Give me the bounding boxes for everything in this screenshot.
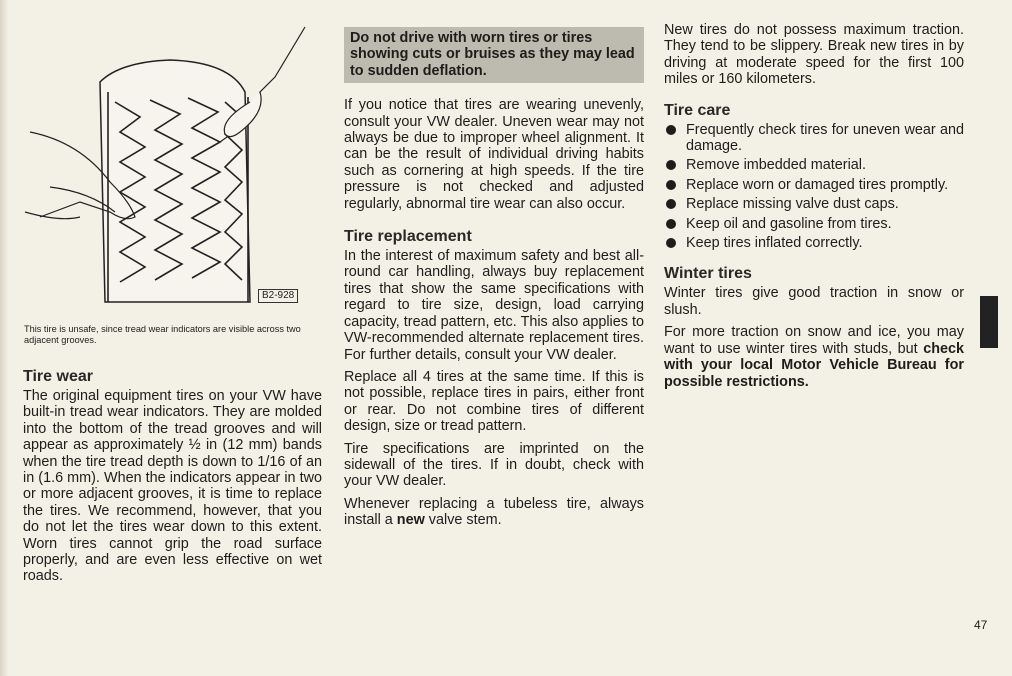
list-item: Keep tires inflated correctly. xyxy=(664,235,964,251)
list-item: Replace worn or damaged tires promptly. xyxy=(664,177,964,193)
bullet-icon xyxy=(666,219,676,229)
tire-wear-heading: Tire wear xyxy=(23,368,93,385)
winter-paragraph-1: Winter tires give good traction in snow or slush. xyxy=(664,285,964,318)
tire-wear-body: The original equipment tires on your VW have built-in tread wear indicators. They are molded into the bottom of the tread grooves and will appear as approximately ½ in (12 mm) bands when the tire tread depth is down to 1/16 of an in (1.6 mm). When the indicators appear in two or more adjacent grooves, it is time to replace the tires. We recommend, however, that you do not let the tires wear down to this extent. Worn tires cannot grip the road surface properly, and are even less effective on wet roads. xyxy=(23,388,322,585)
valve-stem-bold: new xyxy=(396,512,425,529)
tire-care-heading: Tire care xyxy=(664,101,731,119)
specifications-paragraph: Tire specifications are imprinted on the sidewall of the tires. If in doubt, check with your VW dealer. xyxy=(344,440,644,490)
section-tab-marker xyxy=(980,296,998,348)
tire-care-list xyxy=(664,122,964,252)
winter-text: For more traction on snow and ice, you may want to use winter tires with studs, but xyxy=(664,324,964,357)
bullet-icon xyxy=(666,180,676,190)
winter-paragraph-2 xyxy=(664,324,964,390)
tire-replacement-heading: Tire replacement xyxy=(344,228,472,246)
bullet-icon xyxy=(666,238,676,248)
replacement-paragraph: In the interest of maximum safety and best all-round car handling, always buy replacement tires that show the same specifications with regard to tire size, design, load carrying capacity, tread pattern, etc. This also applies to VW-recommended alternate replacement tires. For further details, consult your VW dealer. xyxy=(344,248,644,363)
winter-tires-heading: Winter tires xyxy=(664,265,752,283)
valve-stem-end: valve stem. xyxy=(424,512,502,529)
right-column xyxy=(664,22,964,396)
list-item: Frequently check tires for uneven wear and damage. xyxy=(664,122,964,155)
new-tires-paragraph: New tires do not possess maximum traction. They tend to be slippery. Break new tires in by driving at moderate speed for the first 100 miles or 160 kilometers. xyxy=(664,22,964,88)
bullet-icon xyxy=(666,199,676,209)
figure-caption: This tire is unsafe, since tread wear indicators are visible across two adjacent grooves. xyxy=(24,324,301,345)
bullet-icon xyxy=(666,160,676,170)
winter-bold-text: check with your local Motor Vehicle Bureau for possible restrictions. xyxy=(664,340,964,390)
tire-illustration xyxy=(20,22,320,312)
figure-code: B2-928 xyxy=(258,289,298,303)
page-number: 47 xyxy=(974,618,988,632)
list-item: Replace missing valve dust caps. xyxy=(664,196,964,212)
valve-stem-text: Whenever replacing a tubeless tire, always install a xyxy=(344,495,644,529)
middle-column xyxy=(344,27,644,535)
warning-box: Do not drive with worn tires or tires showing cuts or bruises as they may lead to sudden deflation. xyxy=(344,27,644,83)
valve-stem-paragraph xyxy=(344,496,644,529)
list-item: Remove imbedded material. xyxy=(664,157,964,173)
tire-tread-drawing xyxy=(20,22,320,312)
list-item: Keep oil and gasoline from tires. xyxy=(664,216,964,232)
bullet-icon xyxy=(666,125,676,135)
tire-wear-section xyxy=(23,368,322,591)
replace-all-paragraph: Replace all 4 tires at the same time. If this is not possible, replace tires in pairs, either front or rear. Do not combine tires of different design, size or tread pattern. xyxy=(344,368,644,435)
uneven-wear-paragraph: If you notice that tires are wearing unevenly, consult your VW dealer. Uneven wear may not always be due to improper wheel alignment. It can be the result of individual driving habits such as cornering at high speeds. If the tire pressure is not checked and adjusted regularly, abnormal tire wear can also occur. xyxy=(344,97,644,212)
